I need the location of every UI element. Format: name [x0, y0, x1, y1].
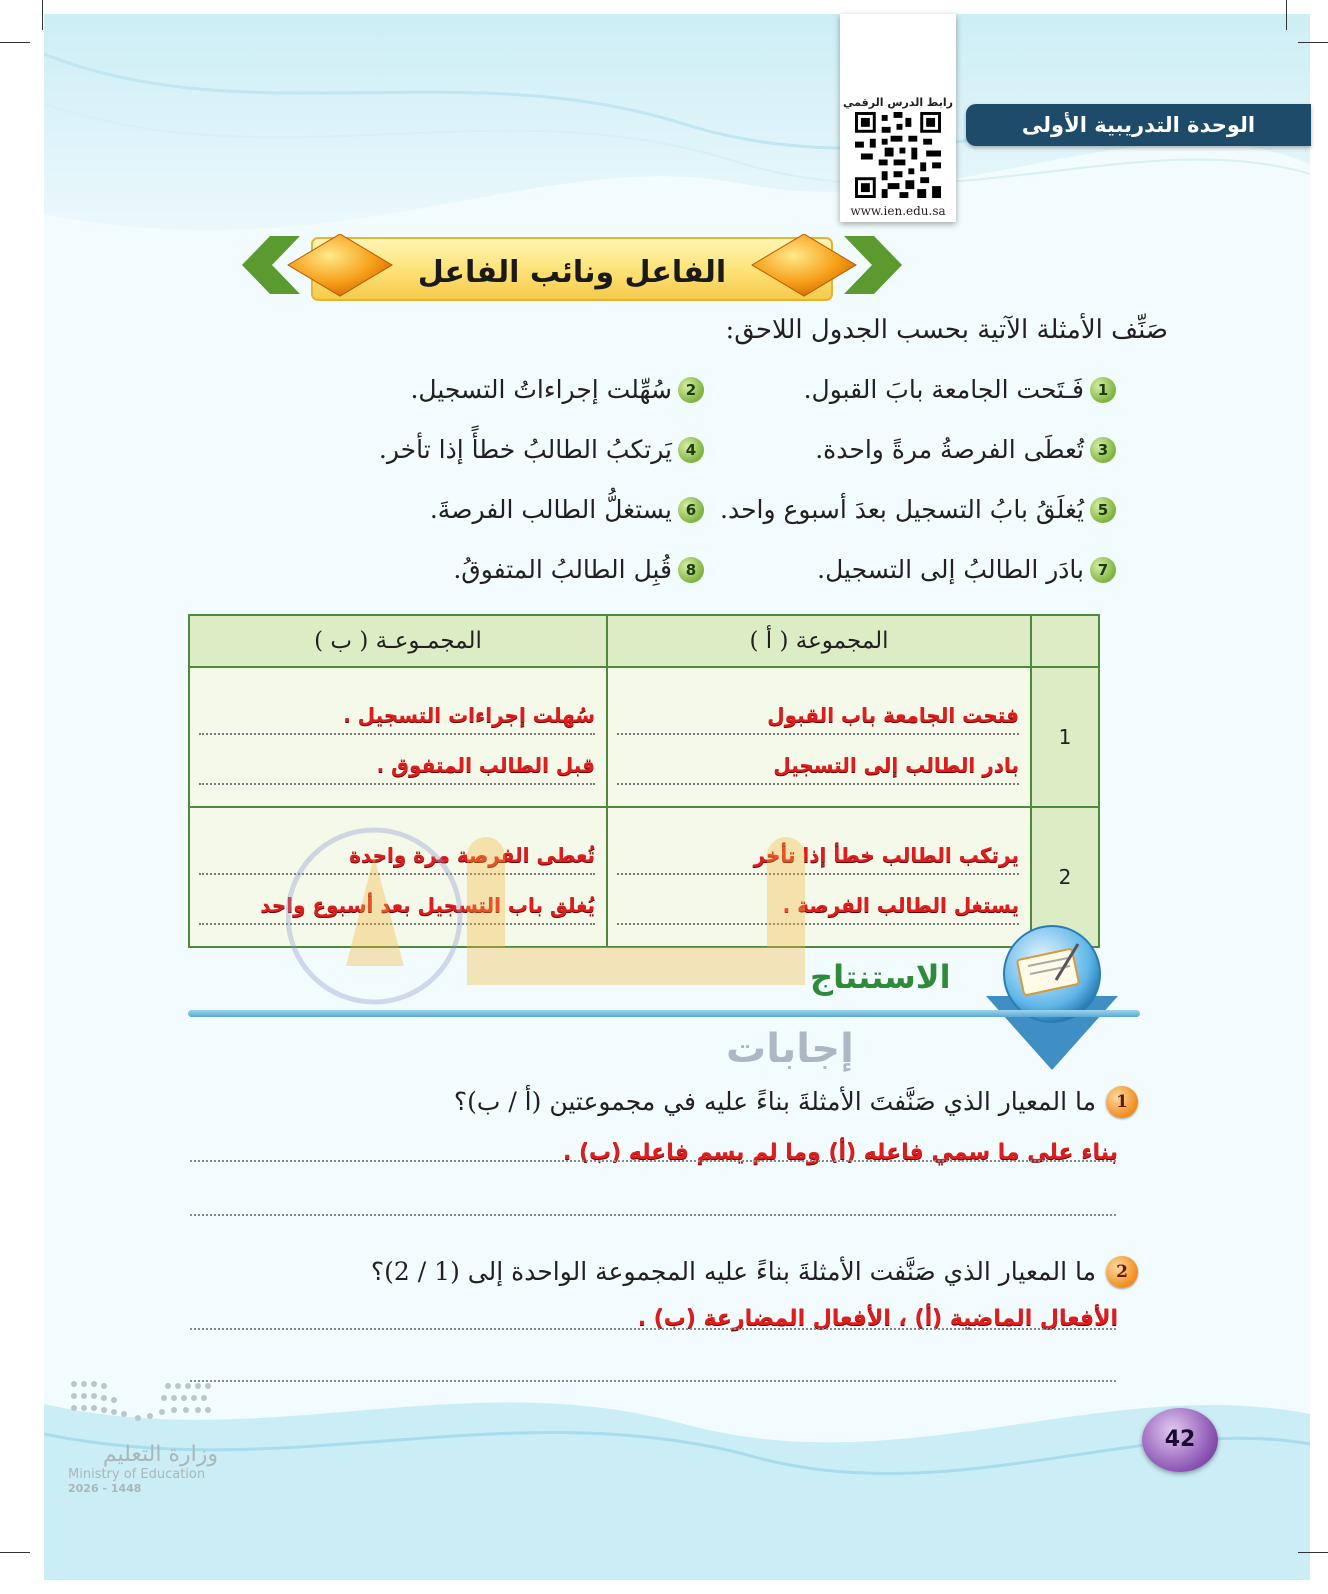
crop-mark — [1298, 42, 1328, 43]
group-a-cell — [607, 667, 1031, 807]
answer-text: يُغلق باب التسجيل بعد أسبوع واحد — [260, 893, 595, 917]
qr-url: www.ien.edu.sa — [850, 204, 946, 218]
digital-lesson-card[interactable] — [840, 14, 956, 222]
answer-text: بادر الطالب إلى التسجيل — [773, 753, 1019, 777]
answer-text: تُعطى الفرصة مرة واحدة — [349, 843, 595, 867]
answer-text: يستغل الطالب الفرصة . — [782, 893, 1019, 917]
answer-line[interactable] — [199, 825, 595, 875]
answer-text: فتحت الجامعة باب القبول — [767, 703, 1019, 727]
conclusion-title: الاستنتاج — [810, 958, 951, 996]
example-text: بادَر الطالبُ إلى التسجيل. — [817, 555, 1084, 584]
row-number: 1 — [1031, 667, 1099, 807]
watermark-label: إجابات — [726, 1026, 854, 1072]
answer-line[interactable] — [617, 685, 1019, 735]
example-item — [453, 550, 704, 590]
example-number: 6 — [678, 497, 704, 523]
question-item — [371, 1252, 1138, 1292]
answer-line[interactable] — [190, 1214, 1116, 1216]
table-header-number — [1031, 615, 1099, 667]
example-item — [410, 370, 704, 410]
group-b-cell — [189, 667, 607, 807]
answer-line[interactable] — [617, 825, 1019, 875]
example-item — [817, 550, 1116, 590]
example-item — [804, 370, 1116, 410]
ministry-name-en: Ministry of Education — [68, 1467, 206, 1482]
example-item — [430, 490, 704, 530]
crop-mark — [42, 0, 43, 30]
table-row — [189, 807, 1099, 947]
lesson-title: الفاعل ونائب الفاعل — [417, 255, 727, 290]
question-text: ما المعيار الذي صَنَّفتَ الأمثلةَ بناءً عليه في مجموعتين (أ / ب)؟ — [453, 1087, 1096, 1116]
example-number: 8 — [678, 557, 704, 583]
answer-text: قبل الطالب المتفوق . — [376, 753, 595, 777]
answer-line[interactable] — [199, 685, 595, 735]
example-text: يَرتكبُ الطالبُ خطأً إذا تأخر. — [378, 435, 672, 464]
example-text: يُغلَقُ بابُ التسجيل بعدَ أسبوع واحد. — [720, 495, 1084, 524]
example-item — [815, 430, 1116, 470]
example-number: 4 — [678, 437, 704, 463]
question-item — [454, 1082, 1138, 1122]
answer-text: الأفعال الماضية (أ) ، الأفعال المضارعة (ب) . — [637, 1306, 1118, 1331]
question-text: ما المعيار الذي صَنَّفت الأمثلةَ بناءً عليه المجموعة الواحدة إلى (1 / 2)؟ — [370, 1257, 1096, 1286]
answer-line[interactable] — [617, 875, 1019, 925]
crop-mark — [0, 1552, 30, 1553]
table-header-group-a: المجموعة ( أ ) — [607, 615, 1031, 667]
crop-mark — [1286, 0, 1287, 30]
example-text: سُهِّلت إجراءاتُ التسجيل. — [410, 375, 672, 404]
crop-mark — [0, 42, 30, 43]
example-text: تُعطَى الفرصةُ مرةً واحدة. — [815, 435, 1084, 464]
ministry-logo — [68, 1378, 218, 1508]
example-number: 7 — [1090, 557, 1116, 583]
conclusion-divider — [188, 1010, 1140, 1017]
ministry-dots-icon — [68, 1378, 218, 1424]
example-text: قُبِل الطالبُ المتفوقُ. — [453, 555, 672, 584]
instruction-text: صَنِّف الأمثلة الآتية بحسب الجدول اللاحق: — [725, 315, 1168, 345]
ministry-name-ar: وزارة التعليم — [102, 1442, 218, 1467]
qr-title: رابط الدرس الرقمي — [843, 96, 953, 109]
conclusion-notepad-icon — [986, 924, 1118, 1072]
answer-line[interactable] — [617, 735, 1019, 785]
table-header-row — [189, 615, 1099, 667]
example-number: 5 — [1090, 497, 1116, 523]
example-text: يستغلُّ الطالب الفرصةَ. — [429, 495, 672, 524]
crop-mark — [1298, 1552, 1328, 1553]
table-row — [189, 667, 1099, 807]
example-text: فَـتَحت الجامعة بابَ القبول. — [803, 375, 1084, 404]
example-number: 3 — [1090, 437, 1116, 463]
example-number: 1 — [1090, 377, 1116, 403]
answer-line[interactable] — [199, 735, 595, 785]
question-number: 2 — [1106, 1256, 1138, 1288]
row-number: 2 — [1031, 807, 1099, 947]
answer-line[interactable] — [199, 875, 595, 925]
page-number: 42 — [1142, 1408, 1218, 1472]
qr-code-icon[interactable] — [855, 112, 941, 198]
answer-text: سُهلت إجراءات التسجيل . — [343, 703, 595, 727]
edition-year: 2026 - 1448 — [68, 1482, 142, 1495]
group-a-cell — [607, 807, 1031, 947]
answer-text: يرتكب الطالب خطأ إذا تأخر — [753, 843, 1019, 867]
classification-table — [188, 614, 1100, 948]
table-header-group-b: المجمـوعـة ( ب ) — [189, 615, 607, 667]
example-number: 2 — [678, 377, 704, 403]
answer-line[interactable] — [190, 1380, 1116, 1382]
group-b-cell — [189, 807, 607, 947]
answer-text: بناء على ما سمي فاعله (أ) وما لم يسم فاعله (ب) . — [562, 1140, 1118, 1165]
unit-title-tab: الوحدة التدريبية الأولى — [966, 104, 1311, 146]
example-item — [379, 430, 704, 470]
answer-line[interactable] — [190, 1160, 1116, 1162]
example-item — [720, 490, 1116, 530]
answer-line[interactable] — [190, 1328, 1116, 1330]
question-number: 1 — [1106, 1086, 1138, 1118]
